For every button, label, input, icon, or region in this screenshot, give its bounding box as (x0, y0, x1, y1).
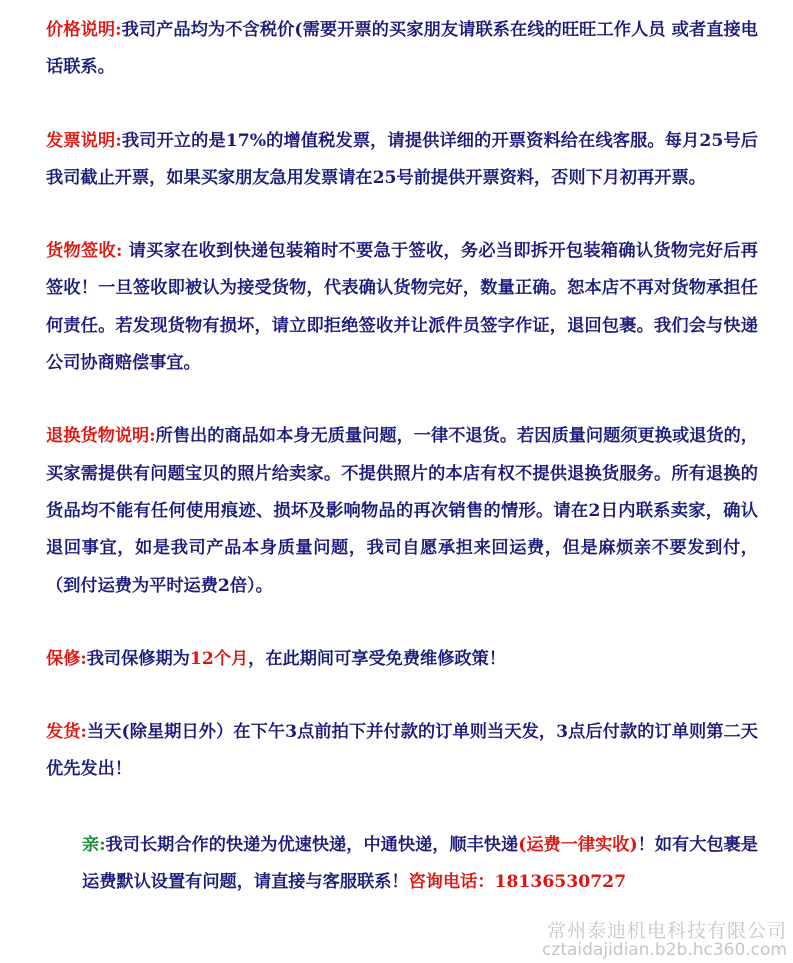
warranty-period: 12个月 (189, 648, 249, 669)
courier-label: 亲: (82, 834, 106, 855)
policy-document (46, 12, 758, 901)
shipping-label: 发货: (46, 722, 87, 743)
warranty-text-before: 我司保修期为 (86, 648, 190, 669)
receipt-text: 请买家在收到快递包装箱时不要急于签收，务必当即拆开包装箱确认货物完好后再签收！一旦签收即被认为接受货物，代表确认货物完好，数量正确。恕本店不再对货物承担任何责任。若发现货物有损坏，请立即拒绝签收并让派件员签字作证，退回包裹。我们会与快递公司协商赔偿事宜。 (46, 241, 758, 374)
price-section (46, 12, 758, 87)
returns-text: 所售出的商品如本身无质量问题，一律不退货。若因质量问题须更换或退货的，买家需提供有问题宝贝的照片给卖家。不提供照片的本店有权不提供退换货服务。所有退换的货品均不能有任何使用痕迹、损坏及影响物品的再次销售的情形。请在2日内联系卖家，确认退回事宜，如是我司产品本身质量问题，我司自愿承担来回运费，但是麻烦亲不要发到付，（到付运费为平时运费2倍）。 (46, 426, 758, 596)
contact-phone: 咨询电话：18136530727 (408, 872, 627, 893)
price-label: 价格说明: (46, 20, 122, 40)
courier-text-before: 我司长期合作的快递为优速快递，中通快递，顺丰快递 (105, 834, 519, 855)
shipping-section (46, 714, 758, 789)
price-text: 我司产品均为不含税价(需要开票的买家朋友请联系在线的旺旺工作人员 或者直接电话联系。 (46, 20, 758, 78)
warranty-section (46, 641, 758, 678)
receipt-label: 货物签收: (46, 241, 123, 262)
invoice-text: 我司开立的是17%的增值税发票，请提供详细的开票资料给在线客服。每月25号后我司截止开票，如果买家朋友急用发票请在25号前提供开票资料，否则下月初再开票。 (46, 130, 758, 188)
invoice-section (46, 123, 758, 198)
returns-section (46, 418, 758, 604)
warranty-text-after: ，在此期间可享受免费维修政策！ (248, 648, 506, 669)
courier-fee-note: (运费一律实收) (518, 834, 638, 855)
receipt-section (46, 233, 758, 382)
courier-text-mid: ！如有大包裹是运费默认设置有问题，请直接与客服联系！ (82, 834, 758, 893)
warranty-label: 保修: (46, 648, 87, 669)
watermark-company: 常州泰迪机电科技有限公司 (546, 920, 787, 942)
invoice-label: 发票说明: (46, 130, 122, 151)
watermark-url: cztaidajidian.b2b.hc360.com (542, 940, 787, 960)
returns-label: 退换货物说明: (46, 426, 156, 447)
shipping-text: 当天(除星期日外）在下午3点前拍下并付款的订单则当天发，3点后付款的订单则第二天优先发出！ (46, 722, 758, 780)
courier-section (46, 827, 758, 902)
